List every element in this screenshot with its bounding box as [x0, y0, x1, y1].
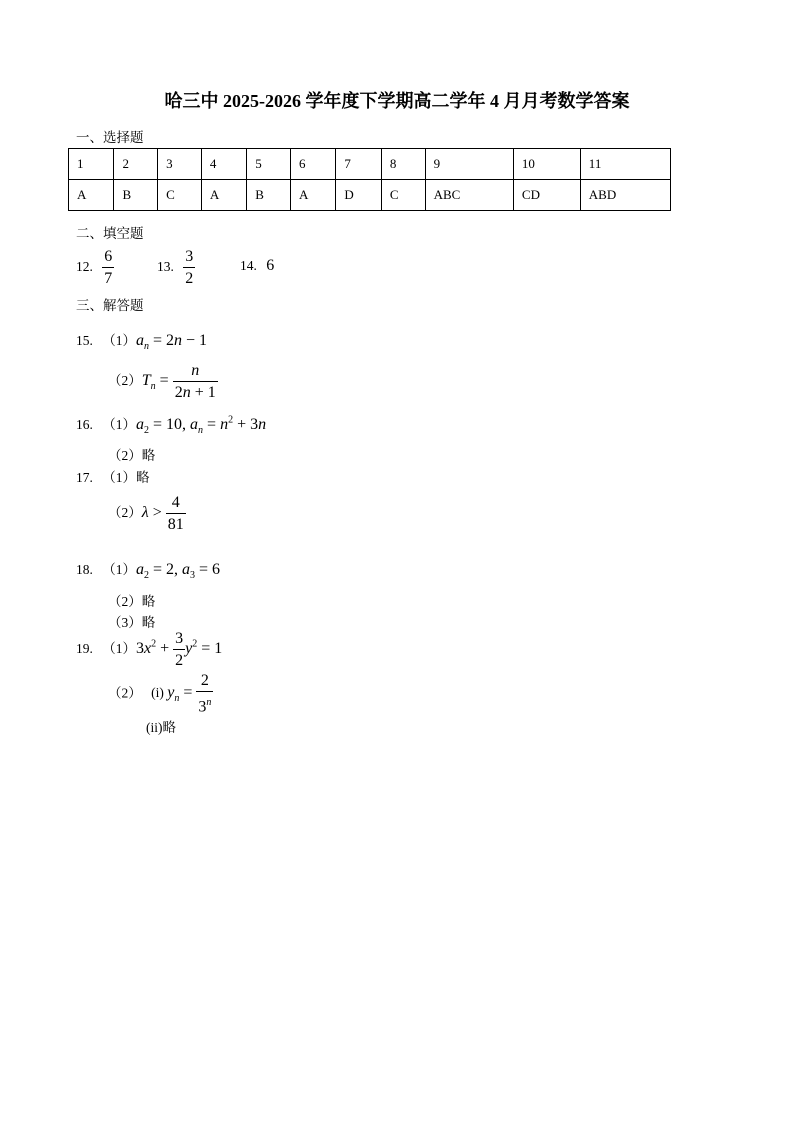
formula: λ > [141, 504, 166, 522]
part-label: （2） [108, 505, 142, 521]
table-cell: 2 [114, 149, 158, 180]
question-number: 18. [76, 562, 93, 577]
table-cell: 8 [381, 149, 425, 180]
section-heading-fill: 二、填空题 [76, 226, 144, 241]
denominator: 2 [183, 267, 195, 288]
table-row-numbers [69, 149, 671, 180]
table-cell: C [158, 180, 202, 211]
part-label: （1） [102, 641, 136, 657]
part-label: （1） [102, 417, 136, 432]
part-label: （1） [102, 562, 136, 577]
table-cell: C [381, 180, 425, 211]
solution-15-part1 [76, 329, 207, 352]
table-cell: 10 [513, 149, 580, 180]
solution-17-part1 [76, 466, 150, 486]
table-cell: A [201, 180, 246, 211]
formula: $y_n$ = [167, 684, 197, 705]
page-title: 哈三中 2025-2026 学年度下学期高二学年 4 月月考数学答案 [164, 91, 630, 111]
fraction: $\frac{n}{2n + 1}$ [174, 362, 216, 401]
table-cell: ABC [425, 180, 513, 211]
numerator: 6 [104, 248, 113, 265]
solution-19-part1: 19. $(1)3x^2$ + $\frac{3}{2}$ $y^2 = 1$ [76, 630, 223, 669]
answer-table [68, 148, 671, 211]
solution-19-part2 [108, 672, 213, 716]
table-cell: 5 [247, 149, 291, 180]
question-number: 16. [76, 417, 93, 432]
formula: $T_n$ = [141, 372, 173, 393]
table-cell: 6 [290, 149, 335, 180]
table-cell: B [247, 180, 291, 211]
table-cell: A [290, 180, 335, 211]
table-cell: A [69, 180, 114, 211]
part-label: （1） [102, 333, 136, 348]
formula: $3x^2$ + [136, 638, 174, 658]
denominator: 7 [102, 267, 114, 288]
table-cell: 3 [158, 149, 202, 180]
fill-answer-12 [76, 248, 114, 288]
question-number: 15. [76, 333, 93, 348]
fill-answer-14 [240, 257, 274, 275]
question-number: 17. [76, 470, 93, 485]
fraction [183, 248, 195, 288]
table-cell: 11 [580, 149, 670, 180]
question-number: 12. [76, 259, 93, 275]
question-number: 14. [240, 258, 257, 273]
table-row-answers [69, 180, 671, 211]
table-cell: CD [513, 180, 580, 211]
answer-value: 6 [266, 257, 275, 274]
solution-16-part1 [76, 413, 266, 436]
table-cell: 9 [425, 149, 513, 180]
section-heading-choice: 一、选择题 [76, 130, 144, 145]
section-heading-solutions: 三、解答题 [76, 298, 144, 313]
solution-18-part2: （2）略 [108, 594, 156, 609]
solution-18-part3: （3）略 [108, 615, 156, 630]
table-cell: 1 [69, 149, 114, 180]
fraction [102, 248, 114, 288]
formula: $a_2 = 10$, $a_n = n^2 + 3n$ [136, 414, 267, 437]
formula: $a_n = 2n - 1$ [136, 332, 208, 353]
solution-15-part2 [108, 362, 218, 402]
table-cell: D [336, 180, 381, 211]
question-number: 13. [157, 259, 174, 275]
solution-17-part2 [108, 494, 186, 534]
table-cell: B [114, 180, 158, 211]
formula: $a_2 = 2$, $a_3 = 6$ [136, 561, 221, 582]
table-cell: ABD [580, 180, 670, 211]
question-number: 19. [76, 641, 93, 657]
solution-16-part2: （2）略 [108, 448, 156, 463]
numerator: 3 [185, 248, 194, 265]
fraction: $\frac{2}{3^n}$ [198, 672, 212, 716]
table-cell: 7 [336, 149, 381, 180]
part-label: （2） [108, 373, 142, 389]
fraction: $\frac{3}{2}$ [175, 630, 184, 669]
table-cell: 4 [201, 149, 246, 180]
fill-answer-13 [157, 248, 195, 288]
part-label: （1）略 [102, 470, 150, 485]
solution-18-part1 [76, 558, 220, 581]
solution-19-part2-ii: (ii)略 [146, 720, 176, 735]
sub-label: (i) [151, 685, 164, 701]
fraction: $\frac{4}{81}$ [167, 494, 184, 533]
part-label: （2） [108, 685, 142, 701]
